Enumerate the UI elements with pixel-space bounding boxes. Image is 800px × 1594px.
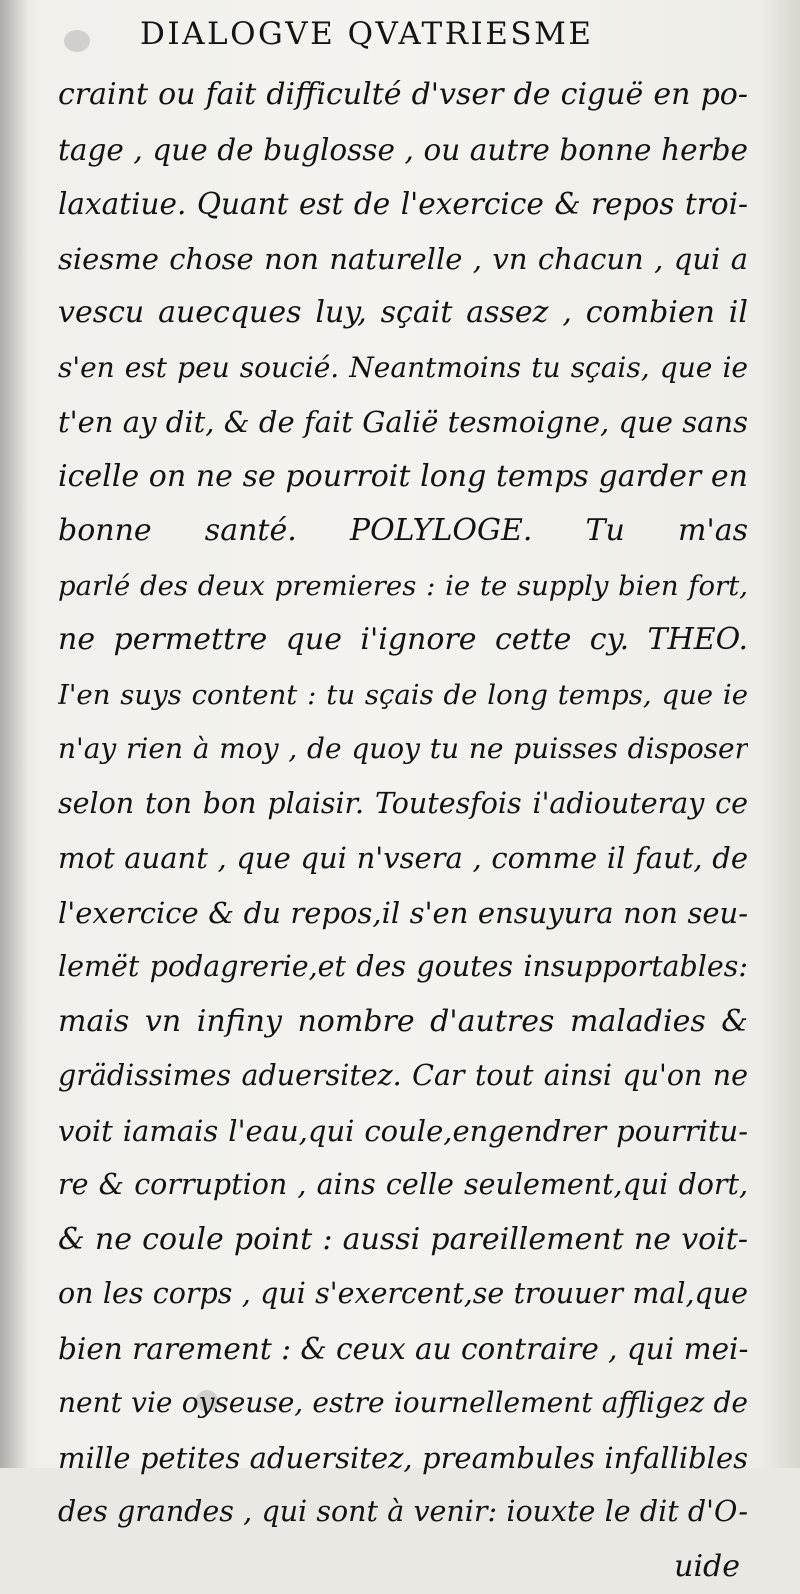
text-line: laxatiue. Quant est de l'exercice & repos troi-	[58, 177, 748, 232]
text-line: mille petites aduersitez, preambules infallibles	[58, 1431, 748, 1486]
text-line: icelle on ne se pourroit long temps garder en	[58, 450, 748, 505]
text-line: n'ay rien à moy , de quoy tu ne puisses disposer	[58, 722, 748, 777]
text-line: craint ou fait difficulté d'vser de ciguë en po-	[58, 68, 748, 123]
paper-speck	[64, 30, 90, 52]
text-line: I'en suys content : tu sçais de long temps, que ie	[58, 668, 748, 723]
text-line: lemët podagrerie,et des goutes insupportables:	[58, 940, 748, 995]
text-line: t'en ay dit, & de fait Galië tesmoigne, que sans	[58, 395, 748, 450]
text-line: parlé des deux premieres : ie te supply bien fort,	[58, 559, 748, 614]
text-line: l'exercice & du repos,il s'en ensuyura non seu-	[58, 886, 748, 941]
body-text	[58, 68, 748, 1594]
text-line: voit iamais l'eau,qui coule,engendrer pourritu-	[58, 1104, 748, 1159]
text-line: grädissimes aduersitez. Car tout ainsi qu'on ne	[58, 1049, 748, 1104]
text-line: siesme chose non naturelle , vn chacun , qui a	[58, 232, 748, 287]
text-line: nent vie oyseuse, estre iournellement affligez de	[58, 1376, 748, 1431]
text-line: vescu auecques luy, sçait assez , combien il	[58, 286, 748, 341]
text-line: & ne coule point : aussi pareillement ne voit-	[58, 1213, 748, 1268]
text-line: tage , que de buglosse , ou autre bonne herbe	[58, 123, 748, 178]
text-line: s'en est peu soucié. Neantmoins tu sçais, que ie	[58, 341, 748, 396]
text-line: selon ton bon plaisir. Toutesfois i'adiouteray ce	[58, 777, 748, 832]
text-line: mais vn infiny nombre d'autres maladies &	[58, 995, 748, 1050]
text-line: mot auant , que qui n'vsera , comme il faut, de	[58, 831, 748, 886]
text-line: ne permettre que i'ignore cette cy. THEO.	[58, 613, 748, 668]
text-line: on les corps , qui s'exercent,se trouuer mal,que	[58, 1267, 748, 1322]
running-head: DIALOGVE QVATRIESME	[140, 14, 670, 54]
text-line: re & corruption , ains celle seulement,qui dort,	[58, 1158, 748, 1213]
text-line: bien rarement : & ceux au contraire , qui mei-	[58, 1322, 748, 1377]
text-line: bonne santé. POLYLOGE. Tu m'as	[58, 504, 748, 559]
text-line: des grandes , qui sont à venir: iouxte le dit d'O-	[58, 1485, 748, 1540]
catchword: uide	[58, 1540, 748, 1594]
gutter-shadow	[0, 0, 28, 1468]
